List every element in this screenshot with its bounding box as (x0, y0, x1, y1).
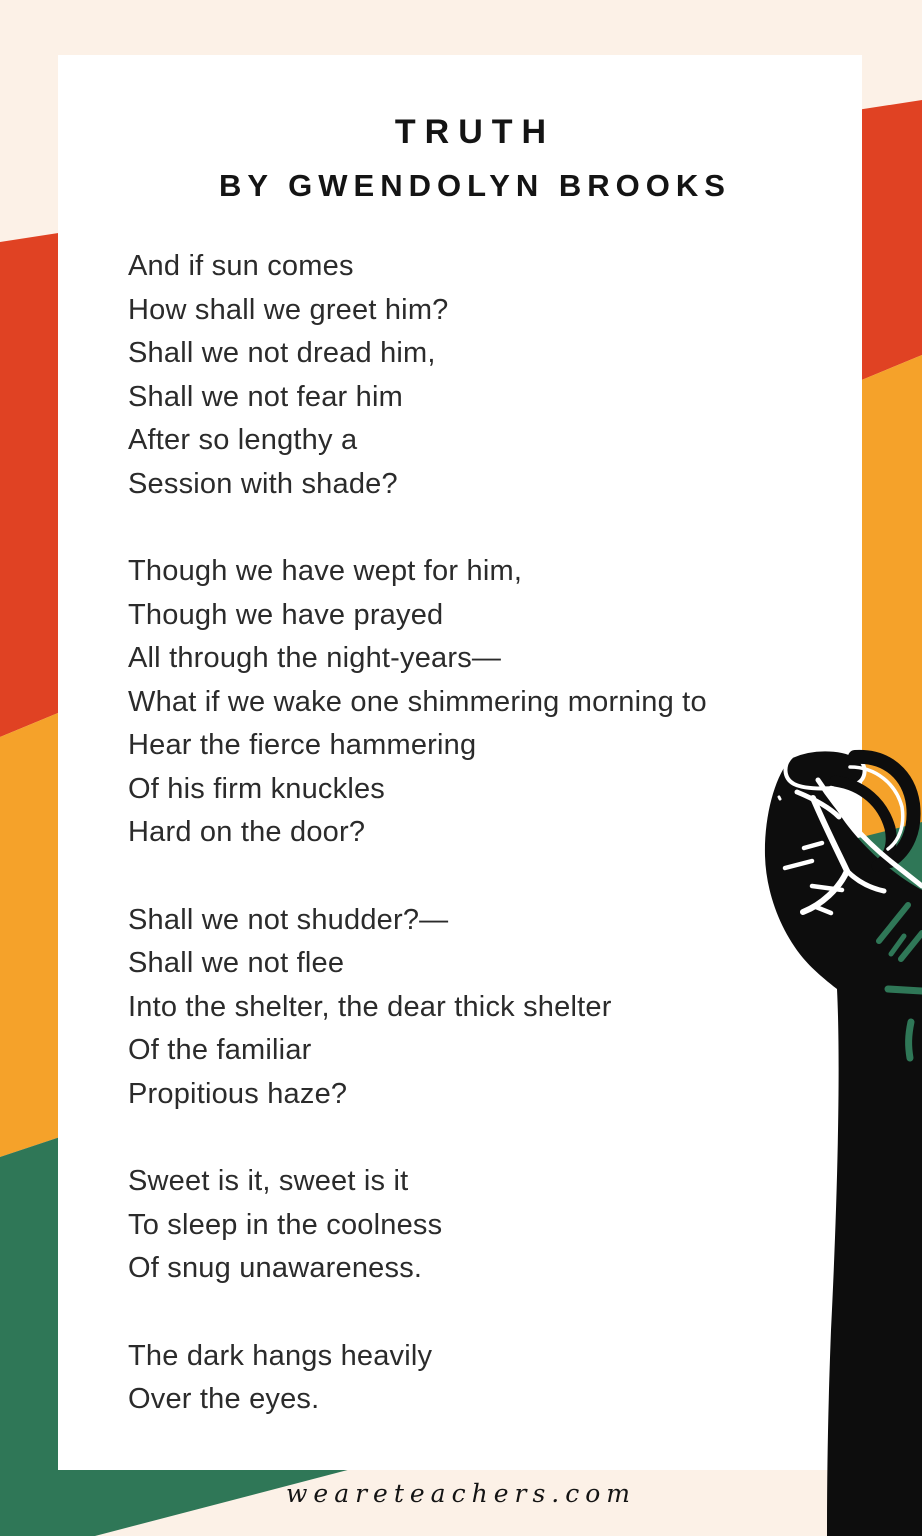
poem-line: The dark hangs heavily (128, 1339, 433, 1372)
poem-line: All through the night-years— (128, 642, 502, 675)
poem-line: Shall we not flee (128, 947, 345, 980)
poem-line: Of the familiar (128, 1034, 312, 1067)
raised-fist-illustration (700, 740, 922, 1536)
poem-author: BY GWENDOLYN BROOKS (219, 168, 731, 204)
poem-line: And if sun comes (128, 250, 354, 283)
poem-line: After so lengthy a (128, 424, 358, 457)
poem-line: Though we have prayed (128, 598, 444, 631)
website-watermark: weareteachers.com (286, 1479, 636, 1508)
green-bar (888, 989, 922, 991)
poem-line: Session with shade? (128, 467, 398, 500)
poem-line: Though we have wept for him, (128, 555, 523, 588)
poem-line: Shall we not dread him, (128, 337, 436, 370)
poem-line: Of snug unawareness. (128, 1252, 423, 1285)
poem-line: Into the shelter, the dear thick shelter (128, 990, 612, 1023)
white-dash (818, 988, 830, 997)
white-dot (779, 797, 780, 799)
poem-line: Shall we not fear him (128, 380, 403, 413)
poem-title: TRUTH (394, 113, 556, 151)
poem-line: Propitious haze? (128, 1077, 348, 1110)
poem-line: Shall we not shudder?— (128, 903, 449, 936)
poem-line: Hear the fierce hammering (128, 729, 477, 762)
poem-line: Over the eyes. (128, 1383, 320, 1416)
poem-stanza (128, 245, 822, 506)
poem-line: How shall we greet him? (128, 293, 449, 326)
poem-line: Sweet is it, sweet is it (128, 1165, 409, 1198)
poem-line: What if we wake one shimmering morning to (128, 685, 707, 718)
poem-line: Hard on the door? (128, 816, 366, 849)
green-stroke-vertical (909, 1022, 911, 1058)
poem-line: To sleep in the coolness (128, 1208, 443, 1241)
poem-line: Of his firm knuckles (128, 772, 385, 805)
